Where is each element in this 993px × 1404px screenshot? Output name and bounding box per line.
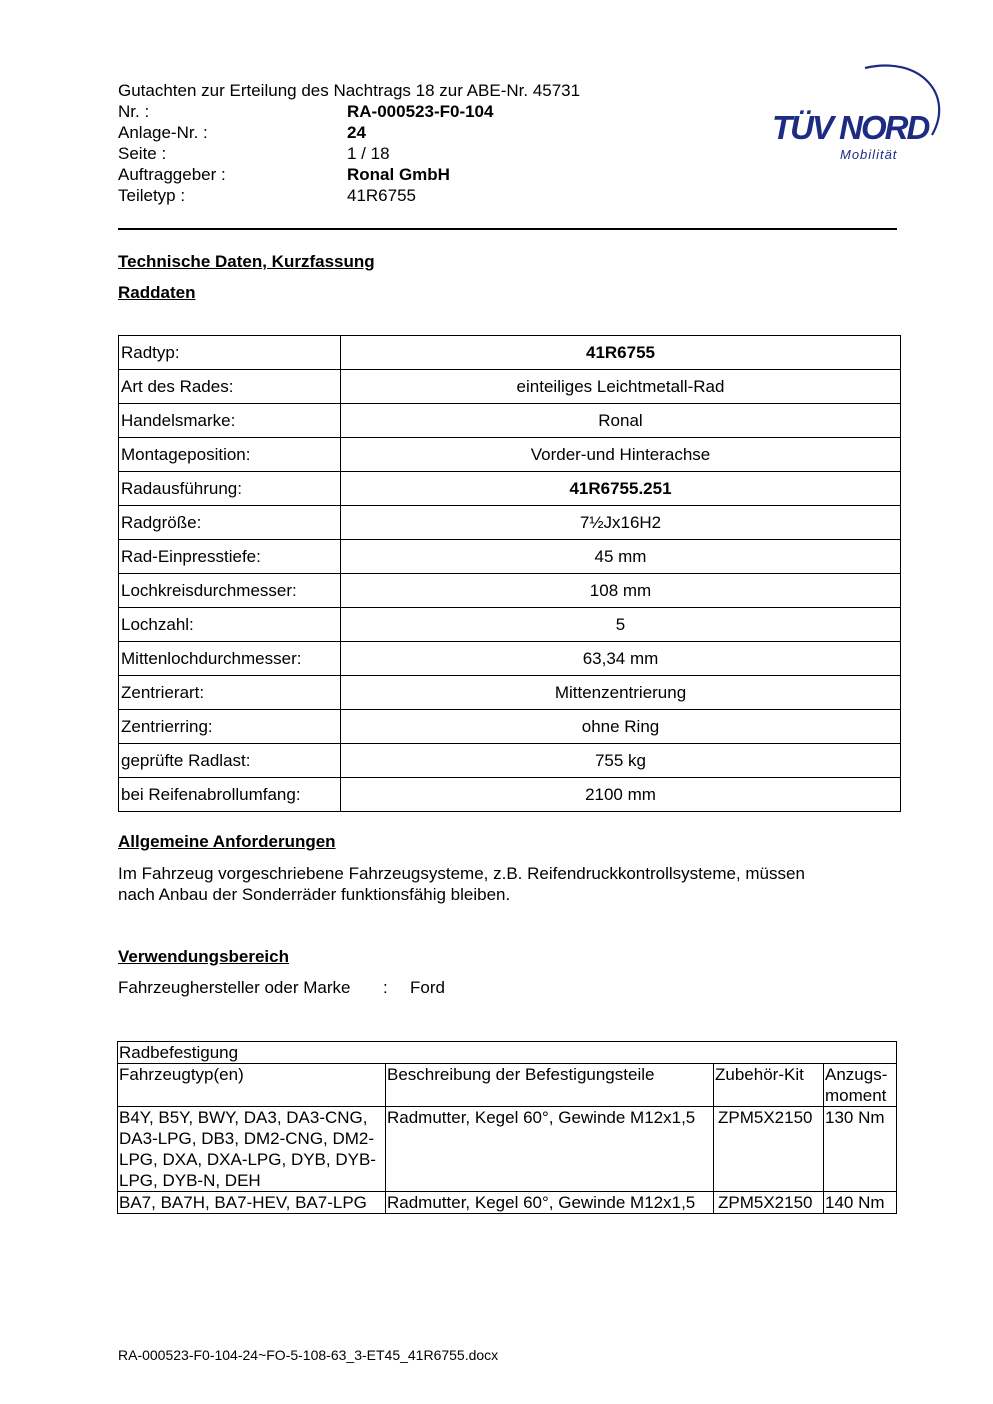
row-value: 5	[341, 608, 901, 642]
tuv-nord-logo	[770, 60, 945, 165]
cell-types: BA7, BA7H, BA7-HEV, BA7-LPG	[118, 1192, 386, 1214]
radbefestigung-table	[117, 1041, 897, 1214]
row-value: 755 kg	[341, 744, 901, 778]
table-row	[119, 438, 901, 472]
cell-kit: ZPM5X2150	[714, 1192, 824, 1214]
col-header: Fahrzeugtyp(en)	[118, 1064, 386, 1107]
row-label: Lochzahl:	[119, 608, 341, 642]
verwendungsbereich-line	[118, 978, 445, 998]
row-value: Mittenzentrierung	[341, 676, 901, 710]
table-title: Radbefestigung	[118, 1042, 897, 1064]
row-value: Vorder-und Hinterachse	[341, 438, 901, 472]
logo-sub: Mobilität	[840, 147, 898, 162]
header-label: Seite :	[118, 144, 167, 163]
section-allgemeine-anforderungen: Allgemeine Anforderungen	[118, 832, 336, 851]
footer-filename: RA-000523-F0-104-24~FO-5-108-63_3-ET45_41R6755.docx	[118, 1347, 499, 1363]
row-value: einteiliges Leichtmetall-Rad	[341, 370, 901, 404]
table-row	[119, 336, 901, 370]
header-label: Auftraggeber :	[118, 165, 226, 184]
raddaten-table	[118, 335, 901, 812]
table-row	[119, 710, 901, 744]
header-label: Teiletyp :	[118, 186, 186, 205]
document-header	[118, 80, 580, 206]
row-value: 41R6755.251	[341, 472, 901, 506]
row-label: Art des Rades:	[119, 370, 341, 404]
table-row	[118, 1107, 897, 1192]
table-row	[119, 778, 901, 812]
row-value: 41R6755	[341, 336, 901, 370]
cell-desc: Radmutter, Kegel 60°, Gewinde M12x1,5	[386, 1107, 714, 1192]
row-label: Zentrierart:	[119, 676, 341, 710]
vb-label: Fahrzeughersteller oder Marke	[118, 978, 351, 997]
row-value: Ronal	[341, 404, 901, 438]
header-divider	[118, 228, 897, 230]
table-row	[119, 642, 901, 676]
header-row-auftraggeber	[118, 164, 580, 185]
paragraph-line: nach Anbau der Sonderräder funktionsfähig bleiben.	[118, 885, 511, 904]
col-header: Beschreibung der Befestigungsteile	[386, 1064, 714, 1107]
header-label: Nr. :	[118, 102, 150, 121]
col-header: Anzugs-moment	[824, 1064, 897, 1107]
col-header: Zubehör-Kit	[714, 1064, 824, 1107]
row-value: 108 mm	[341, 574, 901, 608]
row-label: Mittenlochdurchmesser:	[119, 642, 341, 676]
row-value: 63,34 mm	[341, 642, 901, 676]
cell-types: B4Y, B5Y, BWY, DA3, DA3-CNG, DA3-LPG, DB3, DM2-CNG, DM2-LPG, DXA, DXA-LPG, DYB, DYB-LPG, DYB-N, DEH	[118, 1107, 386, 1192]
header-value: 41R6755	[347, 186, 417, 205]
header-value: RA-000523-F0-104	[347, 102, 494, 121]
table-row	[119, 540, 901, 574]
table-row	[119, 676, 901, 710]
cell-torque: 140 Nm	[824, 1192, 897, 1214]
table-header-row	[118, 1064, 897, 1107]
section-raddaten: Raddaten	[118, 283, 196, 302]
header-row-nr	[118, 101, 580, 122]
section-verwendungsbereich: Verwendungsbereich	[118, 947, 289, 966]
table-title-row	[118, 1042, 897, 1064]
cell-torque: 130 Nm	[824, 1107, 897, 1192]
row-value: ohne Ring	[341, 710, 901, 744]
table-row	[119, 506, 901, 540]
header-row-seite	[118, 143, 580, 164]
row-label: bei Reifenabrollumfang:	[119, 778, 341, 812]
header-value: 24	[347, 123, 366, 142]
allgemein-paragraph	[118, 863, 805, 905]
row-value: 45 mm	[341, 540, 901, 574]
row-label: Radausführung:	[119, 472, 341, 506]
paragraph-line: Im Fahrzeug vorgeschriebene Fahrzeugsysteme, z.B. Reifendruckkontrollsysteme, müssen	[118, 864, 805, 883]
header-title: Gutachten zur Erteilung des Nachtrags 18 zur ABE-Nr. 45731	[118, 81, 581, 100]
table-row	[119, 370, 901, 404]
header-value: 1 / 18	[347, 144, 390, 163]
header-row-teiletyp	[118, 185, 580, 206]
table-row	[119, 608, 901, 642]
table-row	[119, 574, 901, 608]
table-row	[119, 472, 901, 506]
row-label: Handelsmarke:	[119, 404, 341, 438]
header-label: Anlage-Nr. :	[118, 123, 208, 142]
row-value: 2100 mm	[341, 778, 901, 812]
logo-brand: TÜV NORD	[772, 109, 929, 146]
row-label: geprüfte Radlast:	[119, 744, 341, 778]
row-label: Montageposition:	[119, 438, 341, 472]
row-label: Radgröße:	[119, 506, 341, 540]
section-technische-daten: Technische Daten, Kurzfassung	[118, 252, 375, 271]
row-label: Zentrierring:	[119, 710, 341, 744]
header-value: Ronal GmbH	[347, 165, 450, 184]
row-label: Rad-Einpresstiefe:	[119, 540, 341, 574]
row-label: Lochkreisdurchmesser:	[119, 574, 341, 608]
table-row	[119, 744, 901, 778]
table-row	[118, 1192, 897, 1214]
table-row	[119, 404, 901, 438]
row-value: 7½Jx16H2	[341, 506, 901, 540]
vb-value: Ford	[410, 978, 445, 997]
vb-separator: :	[383, 978, 388, 997]
cell-kit: ZPM5X2150	[714, 1107, 824, 1192]
cell-desc: Radmutter, Kegel 60°, Gewinde M12x1,5	[386, 1192, 714, 1214]
row-label: Radtyp:	[119, 336, 341, 370]
header-row-anlage	[118, 122, 580, 143]
